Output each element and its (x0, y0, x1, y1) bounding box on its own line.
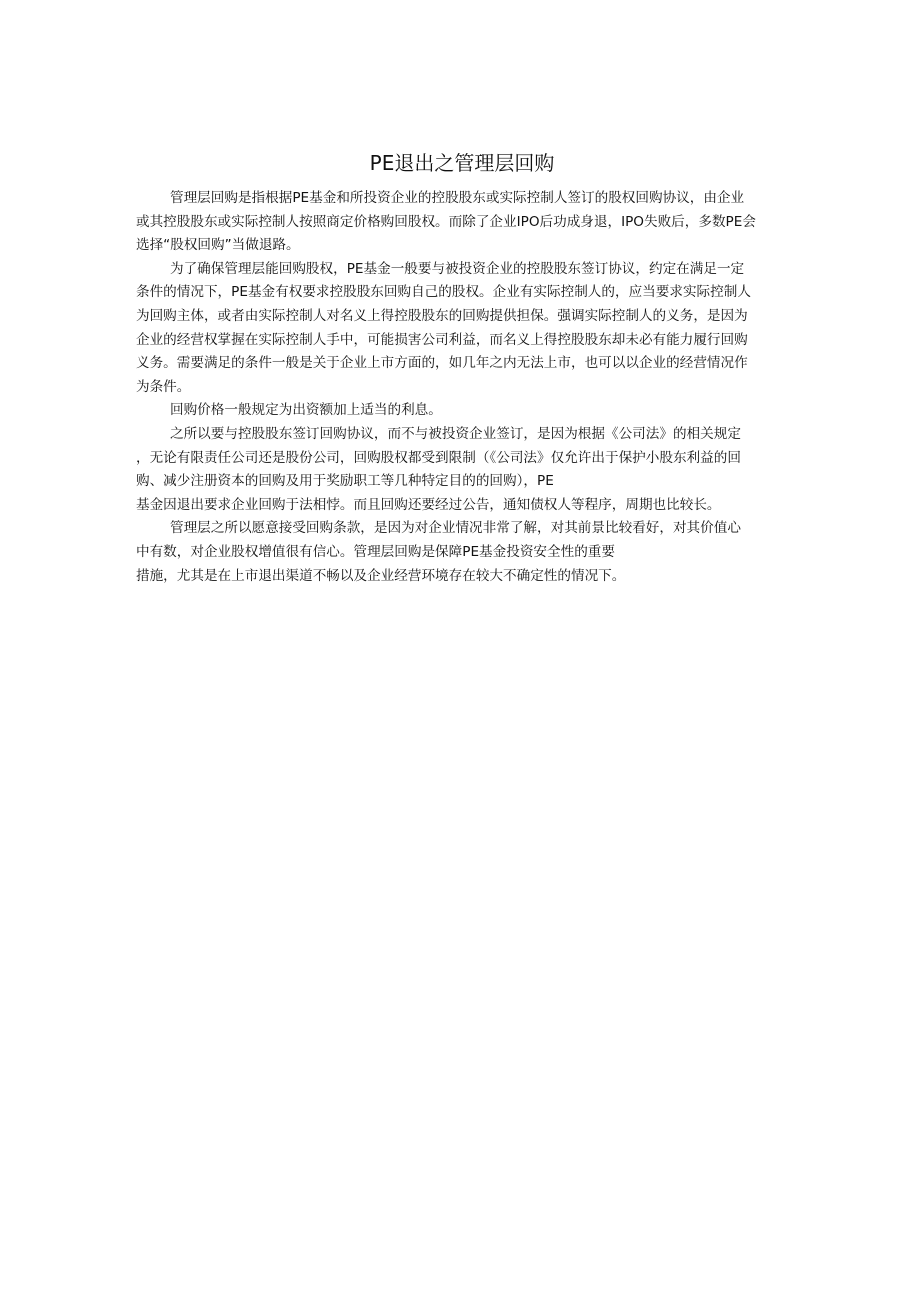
paragraph-price (136, 399, 788, 423)
document-page (136, 150, 788, 588)
text-line: 之所以要与控股股东签订回购协议，而不与被投资企业签订，是因为根据《公司法》的相关规定 (170, 425, 741, 442)
text-line: 中有数，对企业股权增值很有信心。管理层回购是保障PE基金投资安全性的重要 (136, 543, 615, 560)
text-line: 为回购主体，或者由实际控制人对名义上得控股股东的回购提供担保。强调实际控制人的义务，是因为 (136, 307, 748, 324)
text-line: 为条件。 (136, 378, 191, 395)
text-line: 回购价格一般规定为出资额加上适当的利息。 (170, 402, 442, 419)
text-line: 条件的情况下，PE基金有权要求控股股东回购自己的股权。企业有实际控制人的，应当要求实际控制人 (136, 284, 751, 301)
text-line: 或其控股股东或实际控制人按照商定价格购回股权。而除了企业IPO后功成身退，IPO失败后，多数PE会 (136, 213, 756, 230)
text-line: 管理层回购是指根据PE基金和所投资企业的控股股东或实际控制人签订的股权回购协议，由企业 (170, 190, 745, 206)
paragraph-definition (136, 187, 788, 258)
text-line: 义务。需要满足的条件一般是关于企业上市方面的，如几年之内无法上市，也可以以企业的经营情况作 (136, 355, 748, 372)
text-line: 措施，尤其是在上市退出渠道不畅以及企业经营环境存在较大不确定性的情况下。 (136, 567, 626, 584)
text-line: 企业的经营权掌握在实际控制人手中，可能损害公司利益，而名义上得控股股东却未必有能力履行回购 (136, 331, 748, 348)
text-line: 基金因退出要求企业回购于法相悖。而且回购还要经过公告，通知债权人等程序，周期也比较长。 (136, 496, 721, 513)
text-line: ，无论有限责任公司还是股份公司，回购股权都受到限制（《公司法》仅允许出于保护小股东利益的回 (136, 449, 741, 466)
text-line: 选择“股权回购”当做退路。 (136, 237, 300, 254)
text-line: 为了确保管理层能回购股权，PE基金一般要与被投资企业的控股股东签订协议，约定在满足一定 (170, 260, 745, 277)
paragraph-company-law (136, 423, 788, 517)
paragraph-management-acceptance (136, 517, 788, 588)
document-title: PE退出之管理层回购 (369, 151, 555, 175)
text-line: 购、减少注册资本的回购及用于奖励职工等几种特定目的的回购），PE (136, 473, 554, 490)
paragraph-agreement (136, 258, 788, 400)
text-line: 管理层之所以愿意接受回购条款，是因为对企业情况非常了解，对其前景比较看好，对其价值心 (170, 520, 741, 537)
